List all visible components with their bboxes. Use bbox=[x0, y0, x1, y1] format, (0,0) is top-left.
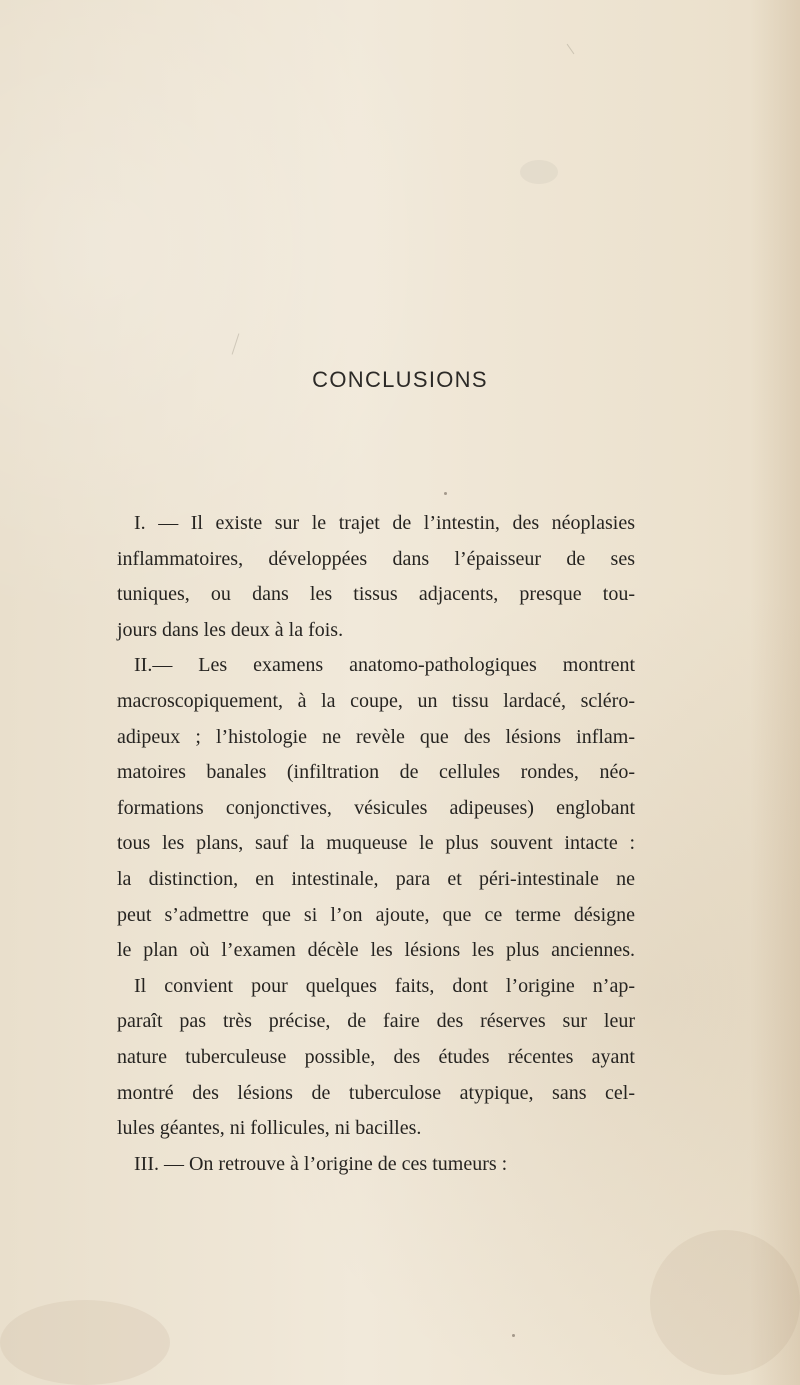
text-line: paraît pas très précise, de faire des réserves sur leur bbox=[117, 1010, 635, 1033]
paper-stain bbox=[650, 1230, 800, 1375]
text-line: le plan où l’examen décèle les lésions les plus anciennes. bbox=[117, 939, 635, 962]
text-line: adipeux ; l’histologie ne revèle que des lésions inflam- bbox=[117, 725, 635, 748]
text-line: jours dans les deux à la fois. bbox=[117, 618, 344, 641]
text-line: Il convient pour quelques faits, dont l’origine n’ap- bbox=[134, 974, 635, 997]
conclusions-body bbox=[117, 506, 635, 1182]
text-line: matoires banales (infiltration de cellules rondes, néo- bbox=[117, 761, 635, 784]
paper-fiber-mark bbox=[567, 44, 575, 54]
text-line: la distinction, en intestinale, para et péri-intestinale ne bbox=[117, 867, 635, 890]
page-title: CONCLUSIONS bbox=[312, 367, 488, 392]
text-line: inflammatoires, développées dans l’épaisseur de ses bbox=[117, 547, 635, 570]
paper-speck bbox=[444, 492, 447, 495]
text-line: peut s’admettre que si l’on ajoute, que ce terme désigne bbox=[117, 903, 635, 926]
text-line: macroscopiquement, à la coupe, un tissu lardacé, scléro- bbox=[117, 689, 635, 712]
paper-stain bbox=[520, 160, 558, 184]
text-line: montré des lésions de tuberculose atypique, sans cel- bbox=[117, 1081, 635, 1104]
text-line: tuniques, ou dans les tissus adjacents, presque tou- bbox=[117, 583, 635, 606]
text-line: III. — On retrouve à l’origine de ces tumeurs : bbox=[134, 1152, 508, 1175]
paper-stain bbox=[0, 1300, 170, 1385]
page-edge-shadow bbox=[750, 0, 800, 1385]
text-line: formations conjonctives, vésicules adipeuses) englobant bbox=[117, 796, 635, 819]
text-line: I. — Il existe sur le trajet de l’intestin, des néoplasies bbox=[134, 512, 635, 534]
paper-fiber-mark bbox=[232, 333, 240, 354]
text-line: nature tuberculeuse possible, des études récentes ayant bbox=[117, 1045, 635, 1068]
text-line: tous les plans, sauf la muqueuse le plus souvent intacte : bbox=[117, 832, 635, 855]
paper-speck bbox=[512, 1334, 515, 1337]
text-line: II.— Les examens anatomo-pathologiques montrent bbox=[134, 654, 635, 677]
text-line: lules géantes, ni follicules, ni bacilles. bbox=[117, 1117, 422, 1140]
